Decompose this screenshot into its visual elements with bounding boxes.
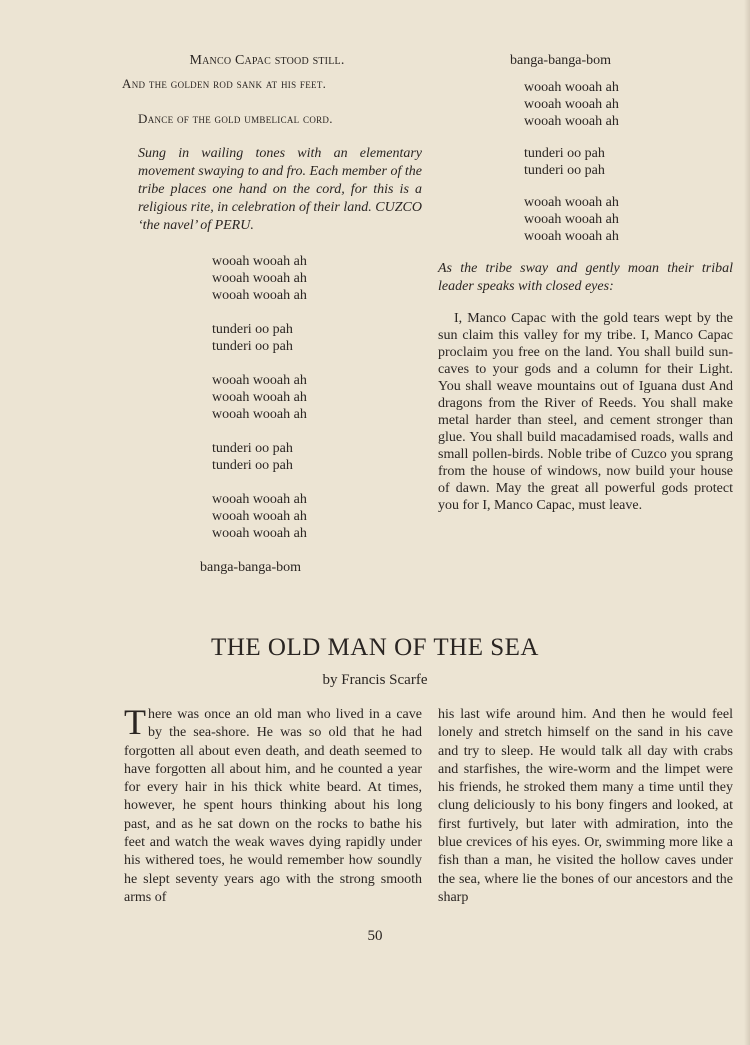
chant-line: tunderi oo pah	[212, 441, 293, 456]
leader-speech: I, Manco Capac with the gold tears wept by the sun claim this valley for my tribe. I, Manco Capac proclaim you free on the land. You shall build sun-caves to your gods and a column for their Light. You shall weave mountains out of Iguana dust And dragons from the River of Reeds. You shall make metal harder than steel, and cement stronger than glue. You shall build macadamised roads, walls and small pollen-birds. Noble tribe of Cuzco you sprang from the house of windows, now build your house of dawn. May the great all powerful gods protect you for I, Manco Capac, must leave.	[438, 311, 733, 513]
chant-line: tunderi oo pah	[524, 146, 605, 161]
left-chant-stanzas	[122, 253, 422, 542]
poem-line-manco-still: Manco Capac stood still.	[189, 53, 345, 68]
chant-line: wooah wooah ah	[212, 492, 307, 507]
drop-cap: T	[124, 702, 146, 742]
chant-line: wooah wooah ah	[524, 229, 619, 244]
chant-stanza	[212, 253, 422, 304]
chant-line: wooah wooah ah	[524, 195, 619, 210]
chant-line: tunderi oo pah	[212, 322, 293, 337]
right-chant-stanzas	[438, 79, 733, 245]
poem-line-golden-rod: And the golden rod sank at his feet.	[122, 76, 327, 91]
chant-stanza	[524, 145, 733, 179]
chant-stanza	[524, 194, 733, 245]
chant-line: tunderi oo pah	[212, 339, 293, 354]
story-byline: by Francis Scarfe	[322, 672, 428, 688]
dance-heading: Dance of the gold umbelical cord.	[138, 111, 333, 126]
chant-line: wooah wooah ah	[212, 407, 307, 422]
stage-direction: Sung in wailing tones with an elementary movement swaying to and fro. Each member of the tribe places one hand on the cord, for this is a religious rite, in celebration of their land. CUZCO ‘the navel’ of PERU.	[138, 146, 422, 233]
chant-line: wooah wooah ah	[524, 212, 619, 227]
chant-line: wooah wooah ah	[212, 271, 307, 286]
story-column-left	[124, 702, 422, 907]
chant-line: wooah wooah ah	[212, 390, 307, 405]
chant-stanza	[212, 440, 422, 474]
chant-line: wooah wooah ah	[212, 526, 307, 541]
chant-line: wooah wooah ah	[524, 80, 619, 95]
chant-line: wooah wooah ah	[212, 373, 307, 388]
chant-line-banga-right: banga-banga-bom	[510, 53, 612, 68]
paper-edge-shadow	[744, 0, 750, 1045]
stage-direction-tribe: As the tribe sway and gently moan their tribal leader speaks with closed eyes:	[438, 261, 733, 294]
chant-stanza	[524, 79, 733, 130]
chant-line-banga-left: banga-banga-bom	[200, 560, 302, 575]
chant-line: wooah wooah ah	[212, 509, 307, 524]
chant-stanza	[212, 491, 422, 542]
chant-line: wooah wooah ah	[524, 97, 619, 112]
chant-line: wooah wooah ah	[524, 114, 619, 129]
chant-line: tunderi oo pah	[524, 163, 605, 178]
poem-left-column	[122, 52, 422, 576]
story-column-right: his last wife around him. And then he would feel lonely and stretch himself on the sand in his cave and try to sleep. He would talk all day with crabs and starfishes, the wire-worm and the limpet were his friends, he stroked them many a time until they clung deliciously to his bony fingers and looked, at first furtively, but later with admiration, into the blue crevices of his eyes. Or, swimming more like a fish than a man, he visited the hollow caves under the sea, where lie the bones of our ancestors and the sharp	[438, 707, 733, 905]
chant-stanza	[212, 321, 422, 355]
chant-line: tunderi oo pah	[212, 458, 293, 473]
poem-right-column	[438, 52, 733, 514]
page-number: 50	[367, 928, 383, 944]
story-text-left: here was once an old man who lived in a cave by the sea-shore. He was so old that he had forgotten all about even death, and death seemed to have forgotten all about him, and he counted a year for every hair in his thick white beard. At times, however, he spent hours thinking about his long past, and as he sat down on the rocks to bathe his feet and watch the weak waves dying rapidly under his withered toes, he would remember how soundly he slept seventy years ago with the strong smooth arms of	[124, 707, 422, 905]
chant-line: wooah wooah ah	[212, 254, 307, 269]
story-title: THE OLD MAN OF THE SEA	[211, 634, 539, 661]
chant-line: wooah wooah ah	[212, 288, 307, 303]
chant-stanza	[212, 372, 422, 423]
